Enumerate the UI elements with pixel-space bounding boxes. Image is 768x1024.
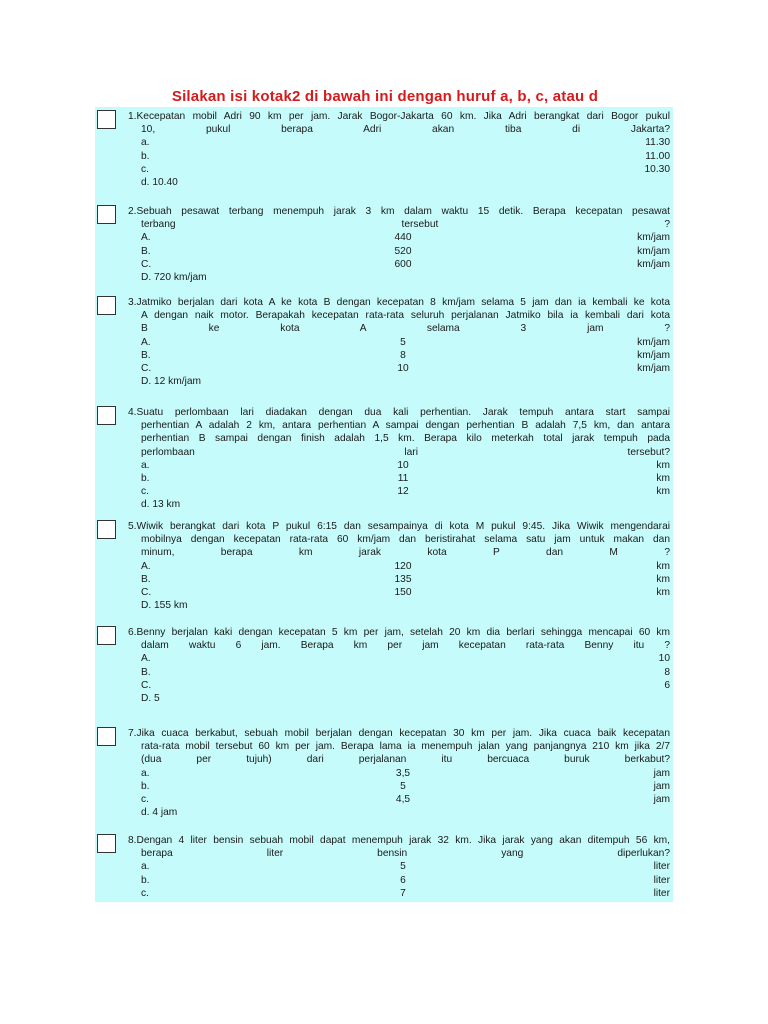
option-right: km (656, 486, 670, 498)
option-mid: 6 (400, 874, 406, 886)
option-mid: 5 (400, 861, 406, 873)
answer-option (128, 793, 670, 806)
page-title: Silakan isi kotak2 di bawah ini dengan huruf a, b, c, atau d (171, 88, 599, 105)
option-right: jam (653, 767, 670, 779)
option-label: c. (141, 163, 149, 175)
option-right: 10.30 (644, 163, 670, 175)
option-label: C. (141, 362, 152, 374)
question-text-line: 6.Benny berjalan kaki dengan kecepatan 5 km per jam, setelah 20 km dia berlari sehingga mencapai 60 km (128, 627, 670, 638)
answer-option (128, 459, 670, 472)
answer-option (128, 349, 670, 362)
question-text-line: 1.Kecepatan mobil Adri 90 km per jam. Jarak Bogor-Jakarta 60 km. Jika Adri berangkat dari Bogor pukul (128, 111, 670, 122)
answer-option (128, 485, 670, 498)
question-text-line: minum, berapa km jarak kota P dan M ? (141, 547, 670, 559)
answer-option-last (128, 900, 670, 913)
option-label: b. (141, 874, 150, 886)
answer-option-last: D. 12 km/jam (141, 376, 202, 388)
question-body (128, 110, 670, 189)
option-right: 10 (658, 653, 670, 665)
option-right: jam (653, 793, 670, 805)
question-body (128, 834, 670, 913)
answer-option (128, 860, 670, 873)
option-label: b. (141, 780, 150, 792)
answer-option (128, 874, 670, 887)
answer-option (128, 887, 670, 900)
option-mid: 12 (397, 486, 409, 498)
option-label: B. (141, 573, 151, 585)
question-body (128, 727, 670, 819)
answer-checkbox[interactable] (97, 727, 116, 746)
option-label: a. (141, 459, 150, 471)
option-mid: 5 (400, 336, 406, 348)
answer-option (128, 472, 670, 485)
answer-option (128, 231, 670, 244)
option-right: km/jam (637, 362, 670, 374)
answer-option (128, 245, 670, 258)
option-right: km (656, 459, 670, 471)
question-text-line: 5.Wiwik berangkat dari kota P pukul 6:15 dan sesampainya di kota M pukul 9:45. Jika Wiwik mengendarai (128, 521, 670, 532)
answer-option-last: D. 5 (141, 692, 160, 704)
answer-option (128, 336, 670, 349)
option-mid: 7 (400, 887, 406, 899)
answer-option (128, 679, 670, 692)
answer-option (128, 136, 670, 149)
answer-option-last: d. 13 km (141, 499, 181, 511)
option-label: A. (141, 336, 151, 348)
option-mid: 135 (394, 573, 412, 585)
option-label: a. (141, 861, 150, 873)
answer-checkbox[interactable] (97, 205, 116, 224)
question-body (128, 520, 670, 612)
option-label: b. (141, 150, 150, 162)
question-text-line: 2.Sebuah pesawat terbang menempuh jarak 3 km dalam waktu 15 detik. Berapa kecepatan pesawat (128, 206, 670, 217)
option-label: C. (141, 586, 152, 598)
option-label: A. (141, 232, 151, 244)
answer-option (128, 560, 670, 573)
option-right: 11.30 (645, 137, 670, 149)
answer-option (128, 163, 670, 176)
option-right: km/jam (637, 258, 670, 270)
option-mid: 5 (400, 780, 406, 792)
answer-option-last: d. 4 jam (141, 807, 178, 819)
option-mid: 4,5 (395, 793, 411, 805)
question-text-line: perhentian A adalah 2 km, antara perhentian A sampai dengan perhentian B adalah 7,5 km, dan antara (141, 420, 670, 432)
option-label: B. (141, 245, 151, 257)
option-mid: 3,5 (395, 767, 411, 779)
option-label: a. (141, 137, 150, 149)
answer-checkbox[interactable] (97, 520, 116, 539)
answer-checkbox[interactable] (97, 626, 116, 645)
option-right: 8 (664, 666, 670, 678)
question-text-line: 7.Jika cuaca berkabut, sebuah mobil berjalan dengan kecepatan 30 km per jam. Jika cuaca baik kecepatan (128, 728, 670, 739)
question-text-line: 3.Jatmiko berjalan dari kota A ke kota B dengan kecepatan 8 km/jam selama 5 jam dan ia kembali ke kota (128, 297, 670, 308)
option-right: km (656, 560, 670, 572)
question-body (128, 296, 670, 388)
question-text-line: dalam waktu 6 jam. Berapa km per jam kecepatan rata-rata Benny itu ? (141, 640, 670, 652)
option-label: b. (141, 473, 150, 484)
question-text-line: (dua per tujuh) dari perjalanan itu bercuaca buruk berkabut? (141, 754, 670, 766)
option-right: km (656, 573, 670, 585)
answer-option (128, 573, 670, 586)
question-text-line: perhentian B sampai dengan finish adalah 1,5 km. Berapa kilo meterkah total jarak tempuh pada (141, 433, 670, 445)
option-mid: 10 (397, 362, 409, 374)
answer-checkbox[interactable] (97, 406, 116, 425)
option-mid: 600 (394, 258, 412, 270)
question-text-line: terbang tersebut ? (141, 219, 670, 231)
question-text-line: perlombaan lari tersebut? (141, 446, 670, 458)
option-label: a. (141, 767, 150, 779)
option-label: B. (141, 349, 151, 361)
answer-option (128, 780, 670, 793)
answer-option-last: D. 155 km (141, 600, 188, 612)
option-right: jam (653, 780, 670, 792)
answer-option (128, 666, 670, 679)
option-right: km/jam (637, 232, 670, 244)
option-label: C. (141, 258, 152, 270)
option-right: km (656, 473, 670, 484)
option-right: 11.00 (645, 150, 670, 162)
question-text-line: 8.Dengan 4 liter bensin sebuah mobil dapat menempuh jarak 32 km. Jika jarak yang akan ditempuh 56 km, (128, 835, 670, 846)
answer-option (128, 150, 670, 163)
option-label: C. (141, 679, 152, 691)
option-label: c. (141, 486, 149, 498)
option-right: 6 (664, 679, 670, 691)
question-body (128, 205, 670, 284)
option-right: liter (653, 861, 670, 873)
answer-checkbox[interactable] (97, 834, 116, 853)
question-text-line: B ke kota A selama 3 jam ? (141, 323, 670, 335)
option-right: km/jam (637, 349, 670, 361)
question-body (128, 406, 670, 512)
option-right: km/jam (637, 336, 670, 348)
option-label: A. (141, 653, 151, 665)
question-text-line: rata-rata mobil tersebut 60 km per jam. Berapa lama ia menempuh jalan yang panjangnya 210 km jika 2/7 (141, 741, 670, 753)
question-text-line: mobilnya dengan kecepatan rata-rata 60 km/jam dan beristirahat selama satu jam untuk makan dan (141, 534, 670, 546)
answer-checkbox[interactable] (97, 296, 116, 315)
answer-checkbox[interactable] (97, 110, 116, 129)
question-sheet (95, 107, 673, 902)
option-mid: 520 (394, 245, 412, 257)
answer-option (128, 258, 670, 271)
option-label: c. (141, 887, 149, 899)
question-body (128, 626, 670, 705)
option-label: A. (141, 560, 151, 572)
option-mid: 150 (394, 586, 412, 598)
question-text-line: 4.Suatu perlombaan lari diadakan dengan dua kali perhentian. Jarak tempuh antara start sampai (128, 407, 670, 418)
option-mid: 11 (397, 473, 409, 484)
answer-option (128, 767, 670, 780)
answer-option-last: d. 10.40 (141, 176, 178, 188)
option-mid: 440 (394, 232, 412, 244)
option-right: km/jam (637, 245, 670, 257)
question-text-line: 10, pukul berapa Adri akan tiba di Jakarta? (141, 124, 670, 136)
question-text-line: A dengan naik motor. Berapakah kecepatan rata-rata seluruh perjalanan Jatmiko bila ia kembali dari kota (141, 310, 670, 322)
option-right: liter (653, 887, 670, 899)
option-right: km (656, 586, 670, 598)
option-label: c. (141, 793, 149, 805)
answer-option (128, 362, 670, 375)
answer-option (128, 586, 670, 599)
option-mid: 8 (400, 349, 406, 361)
answer-option-last: D. 720 km/jam (141, 271, 207, 283)
option-mid: 10 (397, 459, 409, 471)
option-mid: 120 (394, 560, 412, 572)
option-label: B. (141, 666, 151, 678)
option-right: liter (653, 874, 670, 886)
answer-option (128, 652, 670, 665)
question-text-line: berapa liter bensin yang diperlukan? (141, 848, 670, 860)
